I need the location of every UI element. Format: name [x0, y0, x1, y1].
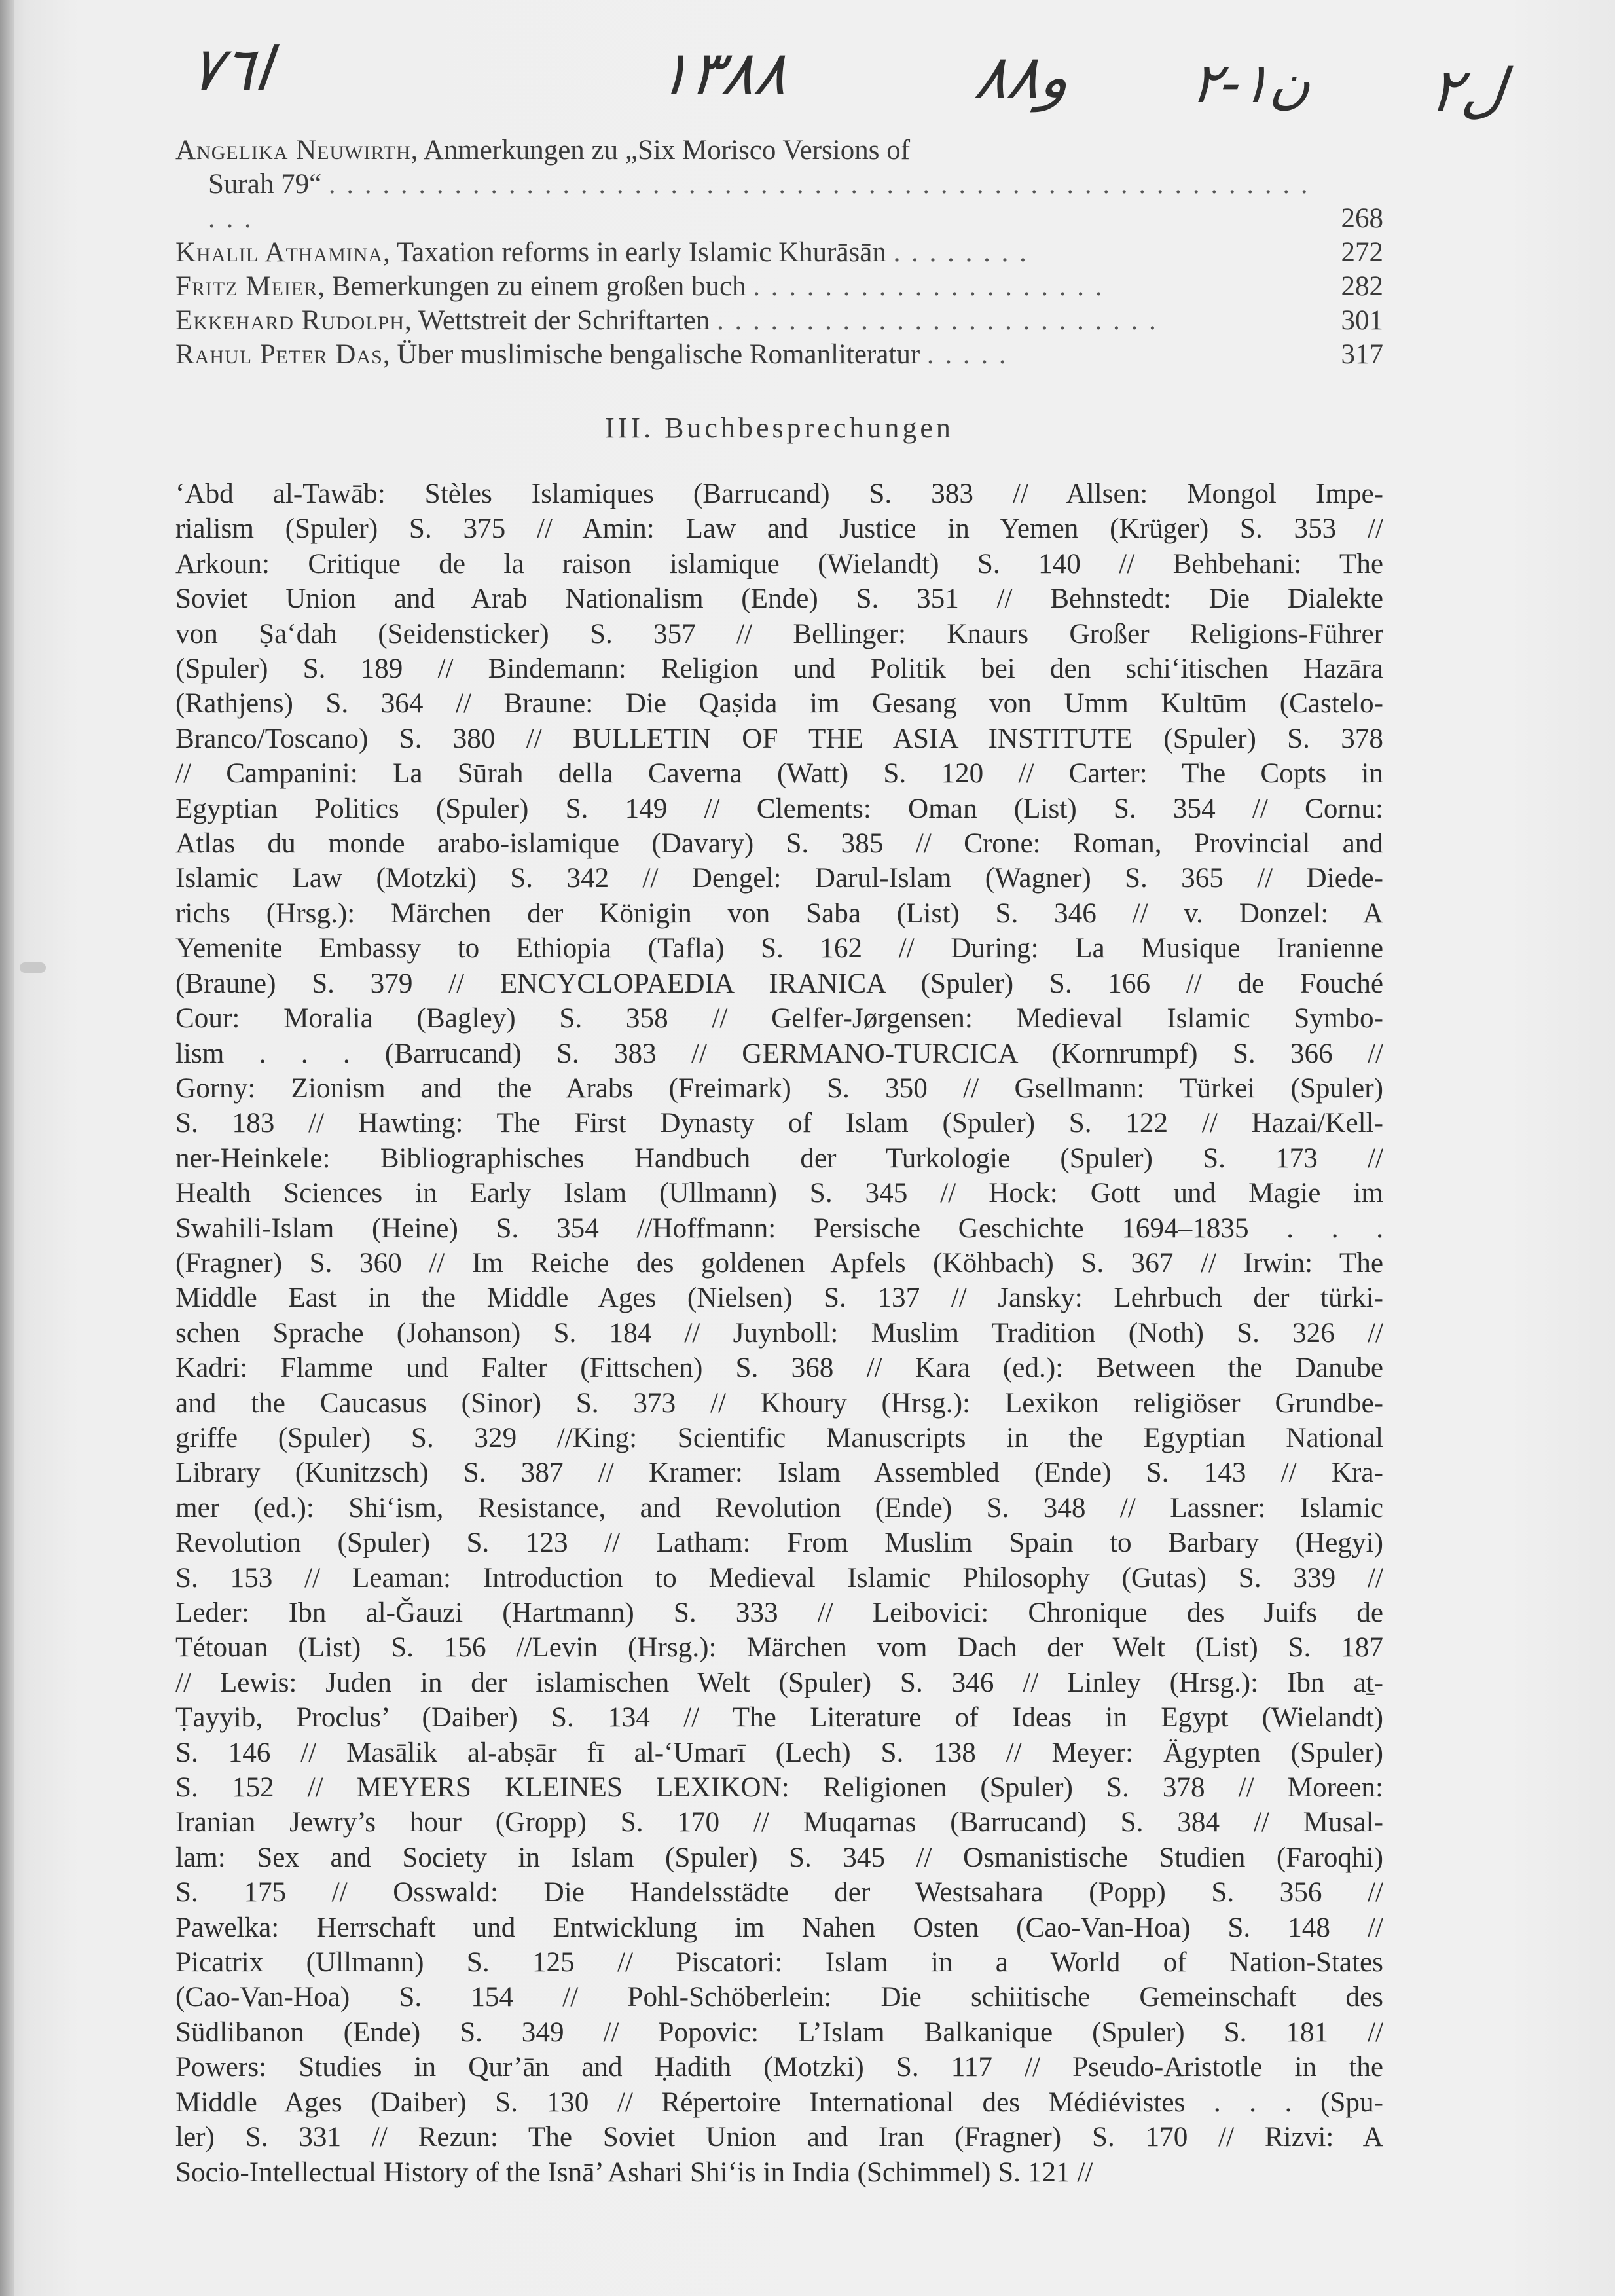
review-line: S. 183 // Hawting: The First Dynasty of Islam (Spuler) S. 122 // Hazai/Kell- [175, 1108, 1383, 1139]
margin-smudge [20, 962, 46, 973]
review-line: von Ṣa‘dah (Seidensticker) S. 357 // Bellinger: Knaurs Großer Religions-Führer [175, 618, 1383, 649]
toc-author: Angelika Neuwirth [175, 135, 411, 166]
toc-title: Über muslimische bengalische Romanliteratur [397, 339, 920, 370]
review-line: and the Caucasus (Sinor) S. 373 // Khoury (Hrsg.): Lexikon religiöser Grundbe- [175, 1387, 1383, 1419]
toc-author: Khalil Athamina [175, 237, 384, 268]
review-line: (Braune) S. 379 // ENCYCLOPAEDIA IRANICA (Spuler) S. 166 // de Fouché [175, 968, 1383, 999]
review-line: Arkoun: Critique de la raison islamique (Wielandt) S. 140 // Behbehani: The [175, 548, 1383, 579]
review-line: mer (ed.): Shi‘ism, Resistance, and Revolution (Ende) S. 348 // Lassner: Islamic [175, 1492, 1383, 1523]
toc-page-number: 268 [1341, 203, 1383, 234]
review-line: Health Sciences in Early Islam (Ullmann) S. 345 // Hock: Gott und Magie im [175, 1178, 1383, 1209]
review-line: Atlas du monde arabo-islamique (Davary) S. 385 // Crone: Roman, Provincial and [175, 828, 1383, 860]
toc-entry: Angelika Neuwirth, Anmerkungen zu „Six Morisco Versions of Surah 79“ . . . . . . . . . . . . . . . . . . . . . . . . . . . . . . . . . . . . . . . . . . . . . . . . . . . . . . . . . . 268 [175, 134, 1383, 236]
handwritten-mark: ا٧٦ [186, 34, 276, 104]
review-line: ner-Heinkele: Bibliographisches Handbuch der Turkologie (Spuler) S. 173 // [175, 1142, 1383, 1174]
review-line: (Rathjens) S. 364 // Braune: Die Qaṣida im Gesang von Umm Kultūm (Castelo- [175, 688, 1383, 720]
review-line: Socio-Intellectual History of the Isnā’ Ashari Shi‘is in India (Schimmel) S. 121 // [175, 2157, 1093, 2188]
toc-leader-dots: . . . . . [926, 339, 1008, 370]
review-line: (Cao-Van-Hoa) S. 154 // Pohl-Schöberlein: Die schiitische Gemeinschaft des [175, 1982, 1383, 2013]
toc-title-continued: Surah 79“ [208, 169, 322, 200]
review-line: Soviet Union and Arab Nationalism (Ende) S. 351 // Behnstedt: Die Dialekte [175, 583, 1383, 615]
handwritten-mark: ن١-٢ [1188, 51, 1315, 115]
toc-page-number: 301 [1341, 305, 1383, 336]
review-line: S. 175 // Osswald: Die Handelsstädte der Westsahara (Popp) S. 356 // [175, 1877, 1383, 1908]
toc-entry: Khalil Athamina, Taxation reforms in early Islamic Khurāsān . . . . . . . . 272 [175, 236, 1383, 270]
toc-title: Anmerkungen zu „Six Morisco Versions of [423, 135, 911, 166]
review-line: Egyptian Politics (Spuler) S. 149 // Clements: Oman (List) S. 354 // Cornu: [175, 793, 1383, 824]
toc-page-number: 317 [1341, 339, 1383, 370]
toc-title: Bemerkungen zu einem großen buch [331, 271, 746, 302]
toc-author: Fritz Meier [175, 271, 318, 302]
review-line: richs (Hrsg.): Märchen der Königin von Saba (List) S. 346 // v. Donzel: A [175, 898, 1383, 929]
toc-leader-dots: . . . . . . . . [893, 237, 1028, 268]
review-line: Leder: Ibn al-Ǧauzi (Hartmann) S. 333 // Leibovici: Chronique des Juifs de [175, 1597, 1383, 1628]
section-heading: III. Buchbesprechungen [605, 412, 954, 444]
review-line: schen Sprache (Johanson) S. 184 // Juynboll: Muslim Tradition (Noth) S. 326 // [175, 1317, 1383, 1349]
review-line: Middle Ages (Daiber) S. 130 // Répertoire International des Médiévistes . . . (Spu- [175, 2086, 1383, 2118]
review-line: rialism (Spuler) S. 375 // Amin: Law and Justice in Yemen (Krüger) S. 353 // [175, 513, 1383, 545]
handwritten-mark: ل٢ [1426, 56, 1509, 125]
review-line: griffe (Spuler) S. 329 //King: Scientific Manuscripts in the Egyptian National [175, 1422, 1383, 1453]
review-line: (Fragner) S. 360 // Im Reiche des goldenen Apfels (Köhbach) S. 367 // Irwin: The [175, 1247, 1383, 1279]
review-line: Cour: Moralia (Bagley) S. 358 // Gelfer-Jørgensen: Medieval Islamic Symbo- [175, 1003, 1383, 1034]
review-line: (Spuler) S. 189 // Bindemann: Religion und Politik bei den schi‘itischen Hazāra [175, 653, 1383, 685]
review-line: Powers: Studies in Qur’ān and Ḥadith (Motzki) S. 117 // Pseudo-Aristotle in the [175, 2052, 1383, 2083]
handwritten-shelfmarks [0, 27, 1615, 132]
handwritten-mark: و٨٨ [971, 42, 1073, 112]
review-line: lism . . . (Barrucand) S. 383 // GERMANO-TURCICA (Kornrumpf) S. 366 // [175, 1038, 1383, 1069]
review-line: // Campanini: La Sūrah della Caverna (Watt) S. 120 // Carter: The Copts in [175, 758, 1383, 790]
review-line: Ṭayyib, Proclus’ (Daiber) S. 134 // The Literature of Ideas in Egypt (Wielandt) [175, 1702, 1383, 1734]
review-line: Picatrix (Ullmann) S. 125 // Piscatori: Islam in a World of Nation-States [175, 1947, 1383, 1978]
toc-author: Ekkehard Rudolph [175, 305, 405, 336]
toc-page-number: 282 [1341, 271, 1383, 302]
toc-leader-dots: . . . . . . . . . . . . . . . . . . . . . . . . . . . . . . . . . . . . . . . . . . . . . . . . . . . . . . . . . . [208, 169, 1310, 234]
review-line: S. 153 // Leaman: Introduction to Medieval Islamic Philosophy (Gutas) S. 339 // [175, 1562, 1383, 1594]
toc-page-number: 272 [1341, 237, 1383, 268]
review-line: Pawelka: Herrschaft und Entwicklung im Nahen Osten (Cao-Van-Hoa) S. 148 // [175, 1912, 1383, 1943]
review-line: Südlibanon (Ende) S. 349 // Popovic: L’Islam Balkanique (Spuler) S. 181 // [175, 2016, 1383, 2048]
toc-entry: Ekkehard Rudolph, Wettstreit der Schriftarten . . . . . . . . . . . . . . . . . . . . . . . . . 301 [175, 304, 1383, 338]
review-line: ler) S. 331 // Rezun: The Soviet Union and Iran (Fragner) S. 170 // Rizvi: A [175, 2122, 1383, 2153]
toc-entry: Rahul Peter Das, Über muslimische bengalische Romanliteratur . . . . . 317 [175, 338, 1383, 372]
review-line: Library (Kunitzsch) S. 387 // Kramer: Islam Assembled (Ende) S. 143 // Kra- [175, 1457, 1383, 1489]
table-of-contents [175, 134, 1383, 372]
review-line: Yemenite Embassy to Ethiopia (Tafla) S. 162 // During: La Musique Iranienne [175, 933, 1383, 964]
review-line: ‘Abd al-Tawāb: Stèles Islamiques (Barrucand) S. 383 // Allsen: Mongol Impe- [175, 479, 1383, 509]
review-line: // Lewis: Juden in der islamischen Welt (Spuler) S. 346 // Linley (Hrsg.): Ibn aṯ- [175, 1667, 1383, 1698]
review-line: Iranian Jewry’s hour (Gropp) S. 170 // Muqarnas (Barrucand) S. 384 // Musal- [175, 1807, 1383, 1838]
review-line: Tétouan (List) S. 156 //Levin (Hrsg.): Märchen vom Dach der Welt (List) S. 187 [175, 1632, 1383, 1664]
toc-author: Rahul Peter Das [175, 339, 383, 370]
review-line: Kadri: Flamme und Falter (Fittschen) S. 368 // Kara (ed.): Between the Danube [175, 1353, 1383, 1384]
toc-leader-dots: . . . . . . . . . . . . . . . . . . . . [753, 271, 1104, 302]
handwritten-mark: ١٣٨٨ [654, 38, 791, 108]
review-line: S. 152 // MEYERS KLEINES LEXIKON: Religionen (Spuler) S. 378 // Moreen: [175, 1772, 1383, 1804]
review-line: lam: Sex and Society in Islam (Spuler) S. 345 // Osmanistische Studien (Faroqhi) [175, 1842, 1383, 1873]
review-line: Branco/Toscano) S. 380 // BULLETIN OF THE ASIA INSTITUTE (Spuler) S. 378 [175, 723, 1383, 754]
toc-entry: Fritz Meier, Bemerkungen zu einem großen buch . . . . . . . . . . . . . . . . . . . . 282 [175, 270, 1383, 304]
toc-title: Taxation reforms in early Islamic Khurāsān [396, 237, 886, 268]
review-line: S. 146 // Masālik al-abṣār fī al-‘Umarī (Lech) S. 138 // Meyer: Ägypten (Spuler) [175, 1737, 1383, 1768]
review-line: Revolution (Spuler) S. 123 // Latham: From Muslim Spain to Barbary (Hegyi) [175, 1527, 1383, 1559]
book-spine-shadow [0, 0, 14, 2296]
review-line: Gorny: Zionism and the Arabs (Freimark) S. 350 // Gsellmann: Türkei (Spuler) [175, 1072, 1383, 1104]
toc-leader-dots: . . . . . . . . . . . . . . . . . . . . . . . . . [717, 305, 1158, 336]
review-line: Swahili-Islam (Heine) S. 354 //Hoffmann: Persische Geschichte 1694–1835 . . . [175, 1212, 1383, 1244]
review-line: Islamic Law (Motzki) S. 342 // Dengel: Darul-Islam (Wagner) S. 365 // Diede- [175, 863, 1383, 894]
toc-title: Wettstreit der Schriftarten [418, 305, 710, 336]
book-reviews-list [175, 477, 1383, 2190]
review-line: Middle East in the Middle Ages (Nielsen) S. 137 // Jansky: Lehrbuch der türki- [175, 1283, 1383, 1314]
